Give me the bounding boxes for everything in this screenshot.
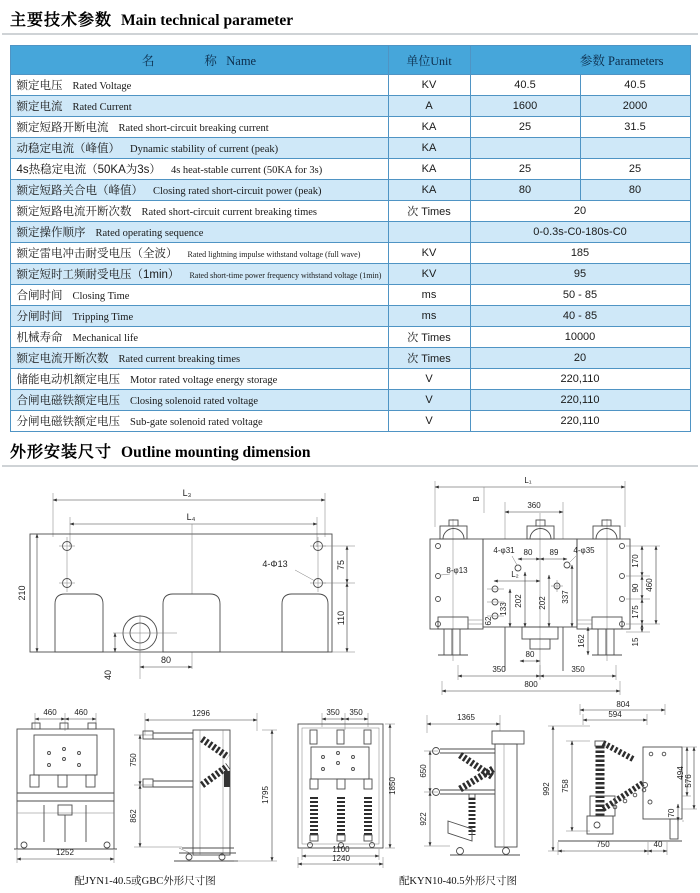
dim-label: 80 — [525, 650, 535, 659]
dim-label: 1100 — [332, 845, 350, 854]
table-row — [10, 243, 690, 264]
table-row — [10, 159, 690, 180]
dim-label: 175 — [631, 605, 640, 619]
dim-label: 576 — [684, 774, 693, 788]
outline-title-cn: 外形安装尺寸 — [10, 444, 113, 461]
param-name-en: Mechanical life — [72, 333, 139, 344]
param-name-cn: 合闸时间 — [16, 290, 63, 302]
dim-label: 650 — [419, 764, 428, 778]
param-name-cell — [10, 369, 388, 390]
outline-title-en: Outline mounting dimension — [121, 444, 311, 461]
dim-label: 170 — [631, 554, 640, 568]
header-unit: 单位Unit — [388, 46, 470, 75]
param-value-1: 220,110 — [470, 411, 690, 432]
table-row — [10, 327, 690, 348]
dim-label: 70 — [667, 808, 676, 818]
dim-label: 4-Φ13 — [262, 559, 288, 569]
drawings-area — [0, 469, 700, 893]
dim-label: 494 — [676, 766, 685, 780]
param-value-1: 10000 — [470, 327, 690, 348]
dim-label: 460 — [43, 708, 57, 717]
param-name-en: Closing Time — [72, 291, 130, 302]
param-unit-cell: KV — [388, 264, 470, 285]
param-name-cn: 分闸电磁铁额定电压 — [16, 416, 120, 428]
param-unit-cell: KV — [388, 243, 470, 264]
param-name-cell — [10, 138, 388, 159]
dim-label: 4-φ31 — [493, 546, 515, 555]
param-name-en: Rated short-circuit breaking current — [118, 123, 269, 134]
param-name-en: Tripping Time — [72, 312, 134, 323]
jyn1-side-drawing — [122, 705, 290, 867]
dim-label: 460 — [74, 708, 88, 717]
param-name-cn: 额定短路关合电（峰值） — [16, 185, 143, 197]
param-value-1: 80 — [470, 180, 580, 201]
dim-label: 40 — [103, 669, 113, 681]
dim-label: 75 — [336, 559, 346, 571]
jyn1-front-drawing — [14, 709, 119, 867]
plan-body — [30, 524, 332, 679]
outline-section-title — [2, 432, 698, 467]
dim-label: 350 — [349, 708, 363, 717]
table-row — [10, 348, 690, 369]
caption-jyn1: 配JYN1-40.5或GBC外形尺寸图 — [74, 876, 216, 887]
param-value-1: 40 - 85 — [470, 306, 690, 327]
param-name-cell — [10, 306, 388, 327]
param-name-cell — [10, 117, 388, 138]
table-row — [10, 75, 690, 96]
param-value-2: 40.5 — [580, 75, 690, 96]
param-name-cell — [10, 96, 388, 117]
param-name-en: 4s heat-stable current (50KA for 3s) — [170, 165, 323, 176]
dim-label: 992 — [542, 782, 551, 796]
dim-label: B — [472, 496, 481, 502]
dim-label: 162 — [577, 634, 586, 648]
param-name-en: Closing rated short-circuit power (peak) — [153, 186, 322, 197]
main-params-title-cn: 主要技术参数 — [10, 12, 113, 29]
param-unit-cell: A — [388, 96, 470, 117]
dim-label: 350 — [492, 665, 506, 674]
caption-kyn10: 配KYN10-40.5外形尺寸图 — [398, 876, 518, 887]
dim-label: 750 — [596, 840, 610, 849]
param-name-en: Dynamic stability of current (peak) — [130, 144, 279, 155]
dim-label: L₄ — [186, 512, 196, 522]
param-value-1: 1600 — [470, 96, 580, 117]
table-row — [10, 96, 690, 117]
dim-label: L₁ — [524, 476, 532, 485]
dim-label: 80 — [523, 548, 533, 557]
table-header-row — [10, 46, 690, 75]
param-value-1: 0-0.3s-C0-180s-C0 — [470, 222, 690, 243]
param-name-en: Rated operating sequence — [95, 228, 204, 239]
param-name-en: Rated short-time power frequency withstand voltage (1min) — [189, 271, 382, 280]
plan-view-drawing — [15, 477, 360, 692]
table-row — [10, 138, 690, 159]
dim-label: 40 — [653, 840, 663, 849]
param-name-en: Motor rated voltage energy storage — [130, 375, 278, 386]
table-row — [10, 285, 690, 306]
dim-label: 1240 — [332, 854, 350, 863]
param-name-cell — [10, 348, 388, 369]
dim-label: 758 — [561, 779, 570, 793]
param-unit-cell: KV — [388, 75, 470, 96]
dim-label: 350 — [571, 665, 585, 674]
dim-label: 1365 — [457, 713, 475, 722]
param-unit-cell: 次 Times — [388, 327, 470, 348]
param-name-cell — [10, 201, 388, 222]
front-bottom-dims — [442, 650, 620, 695]
param-unit-cell — [388, 222, 470, 243]
param-value-2: 2000 — [580, 96, 690, 117]
dim-label: 360 — [527, 501, 541, 510]
table-row — [10, 222, 690, 243]
dim-label: 1850 — [388, 777, 397, 795]
dim-label: 80 — [160, 655, 172, 665]
param-name-en: Sub-gate solenoid rated voltage — [130, 417, 263, 428]
dim-label: 460 — [645, 578, 654, 592]
param-name-en: Closing solenoid rated voltage — [130, 396, 259, 407]
param-value-2: 80 — [580, 180, 690, 201]
param-name-cn: 额定电流 — [16, 101, 63, 113]
dim-label: 62 — [484, 616, 493, 626]
dim-label: 15 — [631, 637, 640, 647]
kyn10-front-drawing — [293, 705, 405, 873]
main-params-title-en: Main technical parameter — [121, 12, 294, 29]
param-name-cell — [10, 390, 388, 411]
param-name-cn: 额定操作顺序 — [16, 227, 86, 239]
param-name-cn: 额定短路电流开断次数 — [16, 206, 132, 218]
kyn10-side-drawing-2 — [542, 700, 700, 876]
param-name-cell — [10, 327, 388, 348]
param-value-2: 25 — [580, 159, 690, 180]
param-name-cn: 额定短时工频耐受电压（1min） — [16, 269, 180, 281]
param-value-1: 25 — [470, 159, 580, 180]
param-value-1: 20 — [470, 348, 690, 369]
param-name-cn: 合闸电磁铁额定电压 — [16, 395, 120, 407]
table-row — [10, 264, 690, 285]
dim-label: 922 — [419, 812, 428, 826]
param-unit-cell: ms — [388, 285, 470, 306]
param-name-cell — [10, 180, 388, 201]
param-value-2: 31.5 — [580, 117, 690, 138]
dim-label: 862 — [129, 809, 138, 823]
front-mid-dims — [441, 546, 595, 655]
dim-label: 90 — [631, 583, 640, 593]
breaker-front-drawing — [420, 469, 700, 699]
dim-label: 1252 — [56, 848, 74, 857]
main-params-section-title — [2, 0, 698, 35]
param-unit-cell: V — [388, 411, 470, 432]
kyn10-side-drawing-1 — [420, 703, 548, 875]
dim-label: 1795 — [261, 786, 270, 804]
param-name-cn: 机械寿命 — [16, 332, 63, 344]
param-value-1: 20 — [470, 201, 690, 222]
front-right-dims — [626, 546, 660, 646]
param-name-en: Rated current breaking times — [118, 354, 241, 365]
param-value-1 — [470, 138, 580, 159]
dim-label: 750 — [129, 753, 138, 767]
param-name-cell — [10, 222, 388, 243]
param-unit-cell: V — [388, 369, 470, 390]
param-name-cn: 分闸时间 — [16, 311, 63, 323]
param-value-2 — [580, 138, 690, 159]
param-name-cell — [10, 264, 388, 285]
dim-label: 202 — [538, 596, 547, 610]
param-unit-cell: 次 Times — [388, 201, 470, 222]
param-name-cn: 额定电流开断次数 — [16, 353, 109, 365]
param-value-1: 40.5 — [470, 75, 580, 96]
table-row — [10, 117, 690, 138]
dim-label: L₃ — [182, 488, 192, 498]
param-name-cell — [10, 75, 388, 96]
table-row — [10, 201, 690, 222]
header-name: 名 称 Name — [10, 46, 388, 75]
dim-label: 350 — [326, 708, 340, 717]
main-parameter-table — [10, 45, 691, 432]
param-name-cn: 4s热稳定电流（50KA为3s） — [16, 164, 161, 176]
front-top-dims — [435, 476, 625, 539]
header-parameters: 参数 Parameters — [470, 46, 690, 75]
param-unit-cell: KA — [388, 117, 470, 138]
param-name-en: Rated lightning impulse withstand voltage (full wave) — [187, 250, 361, 259]
param-value-1: 220,110 — [470, 390, 690, 411]
table-row — [10, 306, 690, 327]
param-value-1: 25 — [470, 117, 580, 138]
dim-label: 110 — [336, 610, 346, 626]
param-name-cell — [10, 285, 388, 306]
dim-label: 133 — [499, 602, 508, 616]
param-value-1: 220,110 — [470, 369, 690, 390]
param-value-1: 185 — [470, 243, 690, 264]
param-unit-cell: KA — [388, 180, 470, 201]
param-value-1: 95 — [470, 264, 690, 285]
dim-label: 210 — [17, 585, 27, 601]
param-name-en: Rated short-circuit current breaking times — [141, 207, 318, 218]
param-name-cn: 额定电压 — [16, 80, 63, 92]
table-row — [10, 411, 690, 432]
dim-label: 594 — [608, 710, 622, 719]
param-unit-cell: 次 Times — [388, 348, 470, 369]
param-name-cn: 储能电动机额定电压 — [16, 374, 120, 386]
dim-label: 89 — [549, 548, 559, 557]
dim-label: 1296 — [192, 709, 210, 718]
param-name-cn: 额定短路开断电流 — [16, 122, 109, 134]
table-row — [10, 369, 690, 390]
dim-label: 337 — [561, 590, 570, 604]
dim-label: 800 — [524, 680, 538, 689]
param-name-en: Rated Current — [72, 102, 132, 113]
param-name-en: Rated Voltage — [72, 81, 132, 92]
param-name-cell — [10, 411, 388, 432]
dim-label: 804 — [616, 700, 630, 709]
param-name-cn: 额定雷电冲击耐受电压（全波） — [16, 248, 178, 260]
param-unit-cell: KA — [388, 138, 470, 159]
table-body — [10, 75, 690, 432]
param-unit-cell: V — [388, 390, 470, 411]
param-unit-cell: ms — [388, 306, 470, 327]
table-row — [10, 390, 690, 411]
param-unit-cell: KA — [388, 159, 470, 180]
param-name-cn: 动稳定电流（峰值） — [16, 143, 120, 155]
dim-label: 8-φ13 — [446, 566, 468, 575]
param-name-cell — [10, 243, 388, 264]
dim-label: 4-φ35 — [573, 546, 595, 555]
param-value-1: 50 - 85 — [470, 285, 690, 306]
table-row — [10, 180, 690, 201]
param-name-cell — [10, 159, 388, 180]
dim-label: L₂ — [511, 570, 519, 579]
dim-label: 202 — [514, 594, 523, 608]
